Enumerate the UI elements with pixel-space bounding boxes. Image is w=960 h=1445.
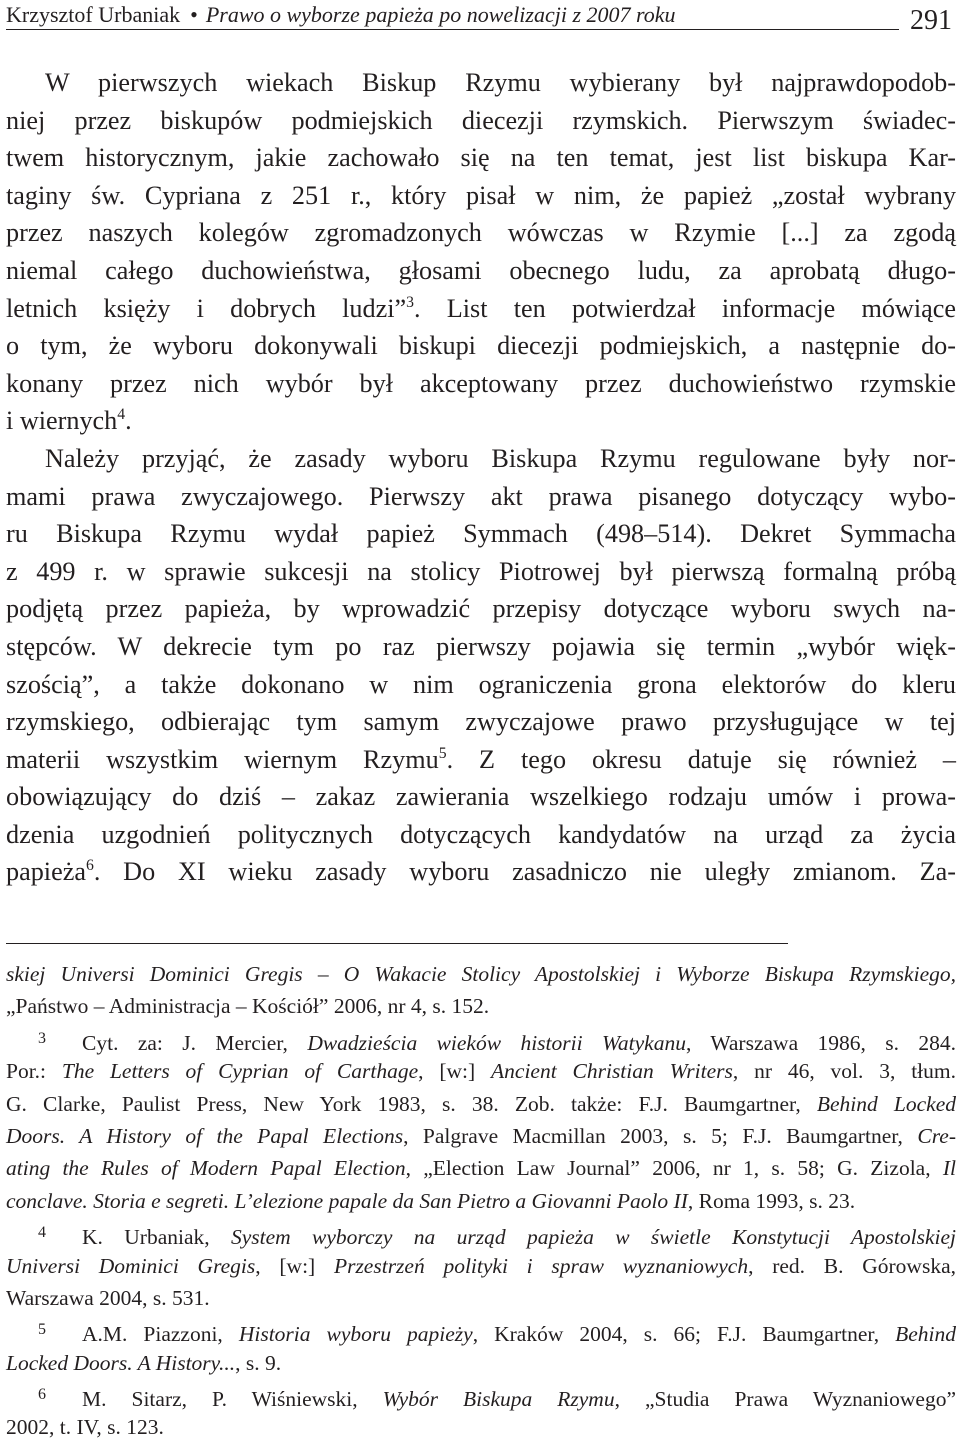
- text-segment: Behind: [895, 1322, 956, 1347]
- text-segment: , Roma 1993, s. 23.: [687, 1188, 856, 1213]
- footnote-line: [6, 1217, 956, 1249]
- text-line: ru Biskupa Rzymu wydał papież Symmach (498–514). Dekret Symmacha: [6, 519, 956, 549]
- footnote-ref[interactable]: 4: [117, 406, 126, 424]
- text-segment: , „Election Law Journal” 2006, nr 1, s. 58; G. Zizola,: [405, 1156, 943, 1181]
- footnote-line: 2002, t. IV, s. 123.: [6, 1415, 164, 1440]
- text-segment: Cre-: [917, 1123, 956, 1148]
- footnote-ref[interactable]: 5: [438, 744, 447, 762]
- text-segment: i wiernych: [6, 406, 118, 436]
- footnote-line: [6, 1185, 956, 1217]
- footnote-5: [6, 1314, 956, 1379]
- text-segment: G. Clarke, Paulist Press, New York 1983, s. 38. Zob. także: F.J. Baumgartner,: [6, 1091, 817, 1116]
- text-segment: Wybór Biskupa Rzymu: [382, 1387, 615, 1412]
- footnote-3: [6, 1023, 956, 1217]
- text-segment: The Letters of Cyprian of Carthage: [61, 1059, 419, 1084]
- text-line: przez naszych kolegów zgromadzonych wówczas w Rzymie [...] za zgodą: [6, 218, 956, 248]
- text-segment: , s. 9.: [235, 1350, 282, 1375]
- text-segment: . Z tego okresu datuje się również –: [446, 744, 956, 774]
- text-line: Należy przyjąć, że zasady wyboru Biskupa Rzymu regulowane były nor-: [45, 443, 956, 473]
- text-segment: Doors. A History of the Papal Elections: [6, 1123, 404, 1148]
- footnote-number: 5: [38, 1321, 46, 1339]
- text-line: niej przez biskupów podmiejskich diecezji rzymskich. Pierwszym świadec-: [6, 105, 956, 135]
- text-line: z 499 r. w sprawie sukcesji na stolicy Piotrowej był pierwszą formalną próbą: [6, 556, 956, 586]
- footnote-line: [6, 1314, 956, 1346]
- text-segment: . Do XI wieku zasady wyboru zasadniczo nie uległy zmianom. Za-: [93, 857, 956, 887]
- footnote-ref[interactable]: 6: [85, 857, 94, 875]
- footnotes: [6, 958, 956, 1444]
- text-line: stępców. W dekrecie tym po raz pierwszy pojawia się termin „wybór więk-: [6, 631, 956, 661]
- text-line: obowiązujący do dziś – zakaz zawierania wszelkiego rodzaju umów i prowa-: [6, 782, 956, 812]
- footnote-number: 6: [38, 1386, 46, 1404]
- main-text: [6, 64, 956, 891]
- text-segment: , [w:]: [418, 1059, 492, 1084]
- header-separator: •: [190, 2, 198, 27]
- text-segment: letnich księży i dobrych ludzi”: [6, 293, 407, 323]
- running-header: [6, 2, 954, 36]
- text-line: niemal całego duchowieństwa, głosami obecnego ludu, za aprobatą długo-: [6, 255, 956, 285]
- text-line: mami prawa zwyczajowego. Pierwszy akt prawa pisanego dotyczący wybo-: [6, 481, 956, 511]
- footnote-rule: [6, 943, 788, 944]
- text-line: o tym, że wyboru dokonywali biskupi diecezji podmiejskich, a następnie do-: [6, 331, 956, 361]
- text-line: podjętą przez papieża, by wprowadzić przepisy dotyczące wyboru swych na-: [6, 594, 956, 624]
- text-segment: , red. B. Górowska,: [748, 1253, 956, 1278]
- footnote-line: [6, 1088, 956, 1120]
- text-line: twem historycznym, jakie zachowało się na ten temat, jest list biskupa Kar-: [6, 143, 956, 173]
- header-author: Krzysztof Urbaniak: [6, 2, 181, 27]
- footnote-6: [6, 1379, 956, 1444]
- paragraph-2: [6, 440, 956, 891]
- text-segment: System wyborczy na urząd papieża w świetle Konstytucji Apostolskiej: [230, 1225, 956, 1250]
- text-segment: , Palgrave Macmillan 2003, s. 5; F.J. Baumgartner,: [403, 1123, 918, 1148]
- footnote-line: Warszawa 2004, s. 531.: [6, 1285, 210, 1310]
- text-segment: materii wszystkim wiernym Rzymu: [6, 744, 439, 774]
- paragraph-1: [6, 64, 956, 440]
- footnote-line: [6, 1152, 956, 1184]
- text-line: [6, 853, 956, 891]
- footnote-line: [6, 1055, 956, 1087]
- text-segment: Behind Locked: [816, 1091, 956, 1116]
- text-segment: , Warszawa 1986, s. 284.: [685, 1030, 956, 1055]
- text-segment: .: [125, 406, 132, 436]
- text-segment: Ancient Christian Writers: [491, 1059, 733, 1084]
- text-segment: papieża: [6, 857, 86, 887]
- text-segment: conclave. Storia e segreti. L’elezione papale da San Pietro a Giovanni Paolo II: [6, 1188, 688, 1213]
- text-line: dzenia uzgodnień politycznych dotyczących kandydatów na urząd za życia: [6, 819, 956, 849]
- text-segment: Locked Doors. A History...: [6, 1350, 236, 1375]
- footnote-continued: [6, 958, 956, 1023]
- text-line: taginy św. Cypriana z 251 r., który pisał w nim, że papież „został wybrany: [6, 180, 956, 210]
- running-head: [6, 0, 676, 32]
- footnote-4: [6, 1217, 956, 1314]
- text-segment: skiej Universi Dominici Gregis – O Wakacie Stolicy Apostolskiej i Wyborze Biskupa Rzymskiego,: [6, 962, 956, 986]
- footnote-number: 3: [38, 1029, 46, 1047]
- text-line: szością”, a także dokonano w nim ograniczenia grona elektorów do kleru: [6, 669, 956, 699]
- footnote-line: [6, 1379, 956, 1411]
- text-segment: K. Urbaniak,: [82, 1225, 231, 1250]
- text-segment: Historia wyboru papieży: [238, 1322, 473, 1347]
- text-segment: , Kraków 2004, s. 66; F.J. Baumgartner,: [472, 1322, 896, 1347]
- text-line: rzymskiego, odbierając tym samym zwyczajowe prawo przysługujące w tej: [6, 707, 956, 737]
- text-line: [6, 402, 956, 440]
- text-segment: M. Sitarz, P. Wiśniewski,: [82, 1387, 383, 1412]
- footnote-ref[interactable]: 3: [406, 293, 415, 311]
- text-segment: Dwadzieścia wieków historii Watykanu: [307, 1030, 686, 1055]
- footnote-number: 4: [38, 1224, 46, 1242]
- text-segment: Il: [942, 1156, 956, 1181]
- text-segment: , nr 46, vol. 3, tłum.: [732, 1059, 956, 1084]
- text-segment: Por.:: [6, 1059, 62, 1084]
- text-segment: ating the Rules of Modern Papal Election: [6, 1156, 406, 1181]
- text-segment: . List ten potwierdzał informacje mówiące: [414, 293, 956, 323]
- text-segment: Przestrzeń polityki i spraw wyznaniowych: [333, 1253, 749, 1278]
- header-title: Prawo o wyborze papieża po nowelizacji z 2007 roku: [205, 2, 676, 27]
- footnote-line: [6, 1120, 956, 1152]
- text-segment: , „Studia Prawa Wyznaniowego”: [614, 1387, 956, 1412]
- text-segment: A.M. Piazzoni,: [82, 1322, 239, 1347]
- text-segment: Cyt. za: J. Mercier,: [82, 1030, 308, 1055]
- text-segment: , [w:]: [255, 1253, 334, 1278]
- footnote-line: [6, 1023, 956, 1055]
- text-line: W pierwszych wiekach Biskup Rzymu wybierany był najprawdopodob-: [45, 68, 956, 97]
- text-segment: Universi Dominici Gregis: [6, 1253, 256, 1278]
- text-line: [6, 290, 956, 328]
- text-line: konany przez nich wybór był akceptowany przez duchowieństwo rzymskie: [6, 368, 956, 398]
- footnote-line: „Państwo – Administracja – Kościół” 2006, nr 4, s. 152.: [6, 994, 490, 1019]
- text-line: [6, 741, 956, 779]
- footnote-line: [6, 1250, 956, 1282]
- page-number: 291: [910, 5, 952, 36]
- header-rule: [6, 29, 899, 30]
- footnote-line: [6, 1347, 956, 1379]
- footnote-line: [6, 958, 956, 990]
